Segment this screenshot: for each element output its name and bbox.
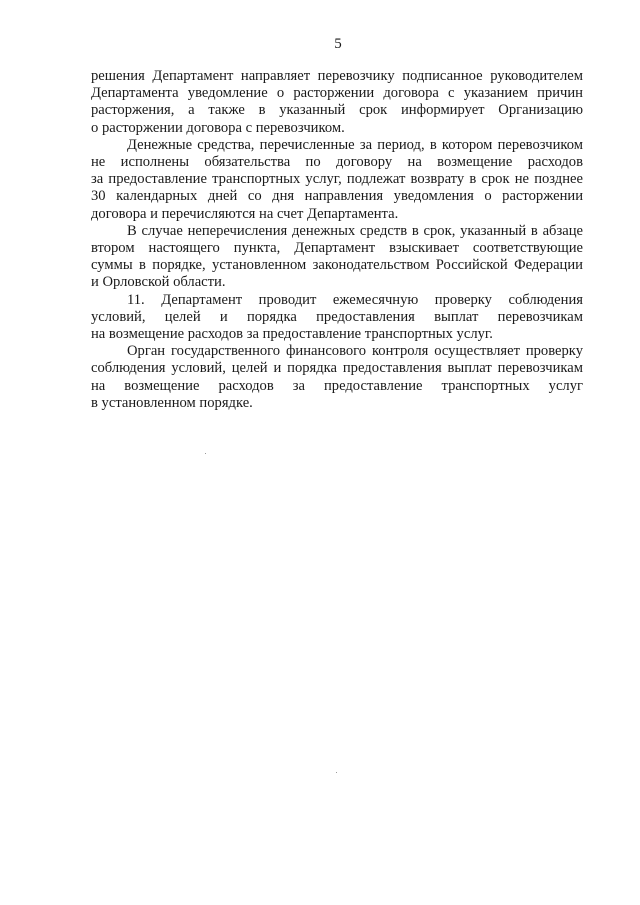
paragraph-funds-return	[91, 137, 583, 223]
text-line: Денежные средства, перечисленные за период, в котором перевозчиком	[127, 136, 583, 153]
text-line: суммы в порядке, установленном законодательством Российской Федерации	[91, 257, 583, 274]
paragraph-item-11	[91, 292, 583, 344]
paragraph-recovery	[91, 223, 583, 292]
text-line: В случае неперечисления денежных средств в срок, указанный в абзаце	[127, 222, 583, 239]
text-line: втором настоящего пункта, Департамент взыскивает соответствующие	[91, 240, 583, 257]
text-line: о расторжении договора с перевозчиком.	[91, 119, 345, 136]
text-line: Департамента уведомление о расторжении договора с указанием причин	[91, 85, 583, 102]
body-text	[91, 68, 583, 412]
text-line: в установленном порядке.	[91, 394, 253, 411]
text-line: на возмещение расходов за предоставление транспортных услуг	[91, 377, 583, 394]
text-line: решения Департамент направляет перевозчику подписанное руководителем	[91, 68, 583, 84]
text-line: Орган государственного финансового контроля осуществляет проверку	[127, 343, 583, 360]
paragraph-contract-termination	[91, 68, 583, 137]
paragraph-financial-control	[91, 343, 583, 412]
page-number: 5	[334, 36, 342, 52]
text-line: за предоставление транспортных услуг, подлежат возврату в срок не позднее	[91, 171, 583, 188]
text-line: расторжения, а также в указанный срок информирует Организацию	[91, 102, 583, 119]
text-line: не исполнены обязательства по договору на возмещение расходов	[91, 154, 583, 171]
text-line: соблюдения условий, целей и порядка предоставления выплат перевозчикам	[91, 360, 583, 377]
text-line: 30 календарных дней со дня направления уведомления о расторжении	[91, 188, 583, 205]
text-line: условий, целей и порядка предоставления выплат перевозчикам	[91, 308, 583, 325]
text-line: договора и перечисляются на счет Департамента.	[91, 205, 399, 222]
scan-speck	[205, 453, 206, 454]
scan-speck	[336, 772, 337, 773]
text-line: на возмещение расходов за предоставление транспортных услуг.	[91, 326, 493, 343]
text-line: 11. Департамент проводит ежемесячную проверку соблюдения	[127, 291, 583, 308]
text-line: и Орловской области.	[91, 274, 226, 291]
